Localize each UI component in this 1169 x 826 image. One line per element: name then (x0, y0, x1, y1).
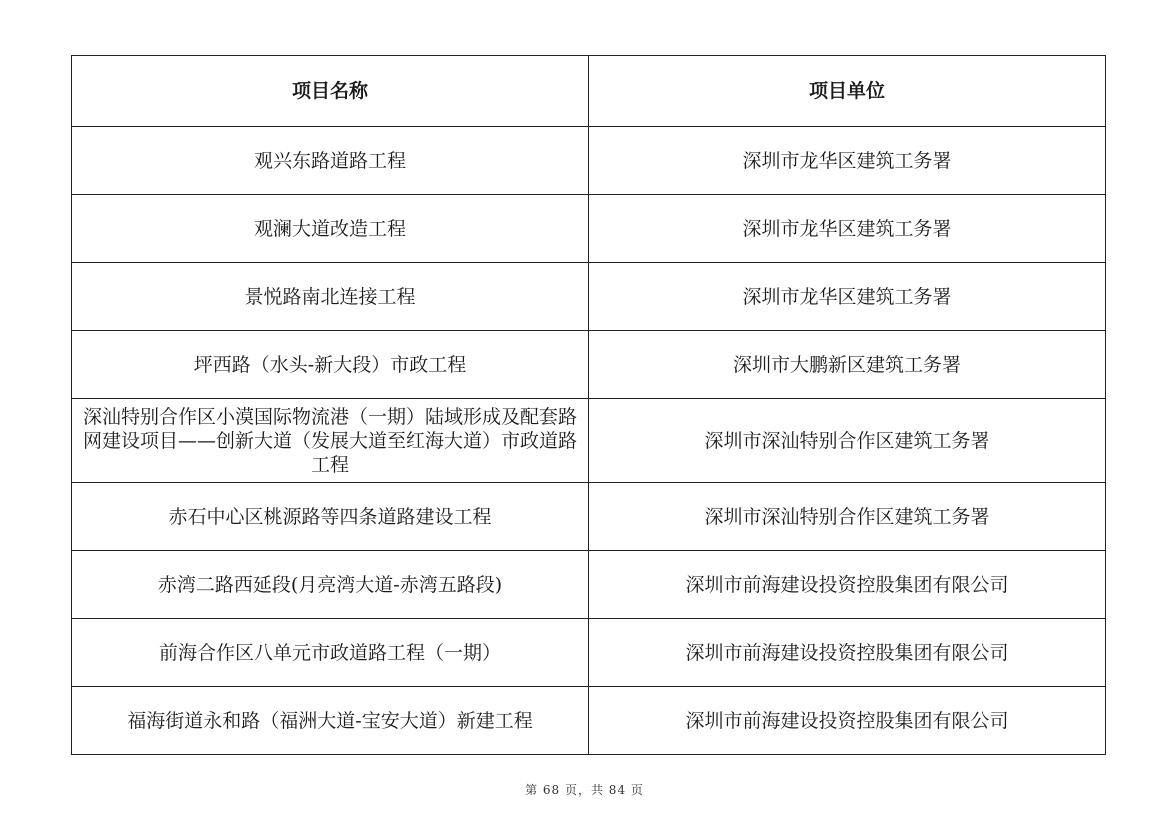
table-row (72, 195, 1106, 263)
table-header-row (72, 56, 1106, 127)
project-name-cell: 坪西路（水头-新大段）市政工程 (72, 331, 589, 399)
table-row (72, 399, 1106, 483)
table-row (72, 483, 1106, 551)
project-unit-cell: 深圳市深汕特别合作区建筑工务署 (589, 399, 1106, 483)
header-project-unit: 项目单位 (589, 56, 1106, 127)
project-unit-cell: 深圳市深汕特别合作区建筑工务署 (589, 483, 1106, 551)
project-name-cell: 景悦路南北连接工程 (72, 263, 589, 331)
table-row (72, 331, 1106, 399)
header-project-name: 项目名称 (72, 56, 589, 127)
project-name-cell: 观兴东路道路工程 (72, 127, 589, 195)
table-row (72, 127, 1106, 195)
table-row (72, 687, 1106, 755)
project-unit-cell: 深圳市前海建设投资控股集团有限公司 (589, 687, 1106, 755)
project-unit-cell: 深圳市前海建设投资控股集团有限公司 (589, 551, 1106, 619)
project-name-cell: 福海街道永和路（福洲大道-宝安大道）新建工程 (72, 687, 589, 755)
project-unit-cell: 深圳市前海建设投资控股集团有限公司 (589, 619, 1106, 687)
project-unit-cell: 深圳市龙华区建筑工务署 (589, 127, 1106, 195)
project-name-cell: 深汕特别合作区小漠国际物流港（一期）陆域形成及配套路网建设项目——创新大道（发展大道至红海大道）市政道路工程 (72, 399, 589, 483)
project-unit-cell: 深圳市龙华区建筑工务署 (589, 195, 1106, 263)
project-name-cell: 观澜大道改造工程 (72, 195, 589, 263)
project-name-cell: 赤湾二路西延段(月亮湾大道-赤湾五路段) (72, 551, 589, 619)
page-number: 第 68 页，共 84 页 (525, 783, 644, 797)
table-row (72, 263, 1106, 331)
project-name-cell: 前海合作区八单元市政道路工程（一期） (72, 619, 589, 687)
project-table (71, 55, 1106, 755)
project-unit-cell: 深圳市大鹏新区建筑工务署 (589, 331, 1106, 399)
table-row (72, 551, 1106, 619)
project-unit-cell: 深圳市龙华区建筑工务署 (589, 263, 1106, 331)
project-name-cell: 赤石中心区桃源路等四条道路建设工程 (72, 483, 589, 551)
table-row (72, 619, 1106, 687)
